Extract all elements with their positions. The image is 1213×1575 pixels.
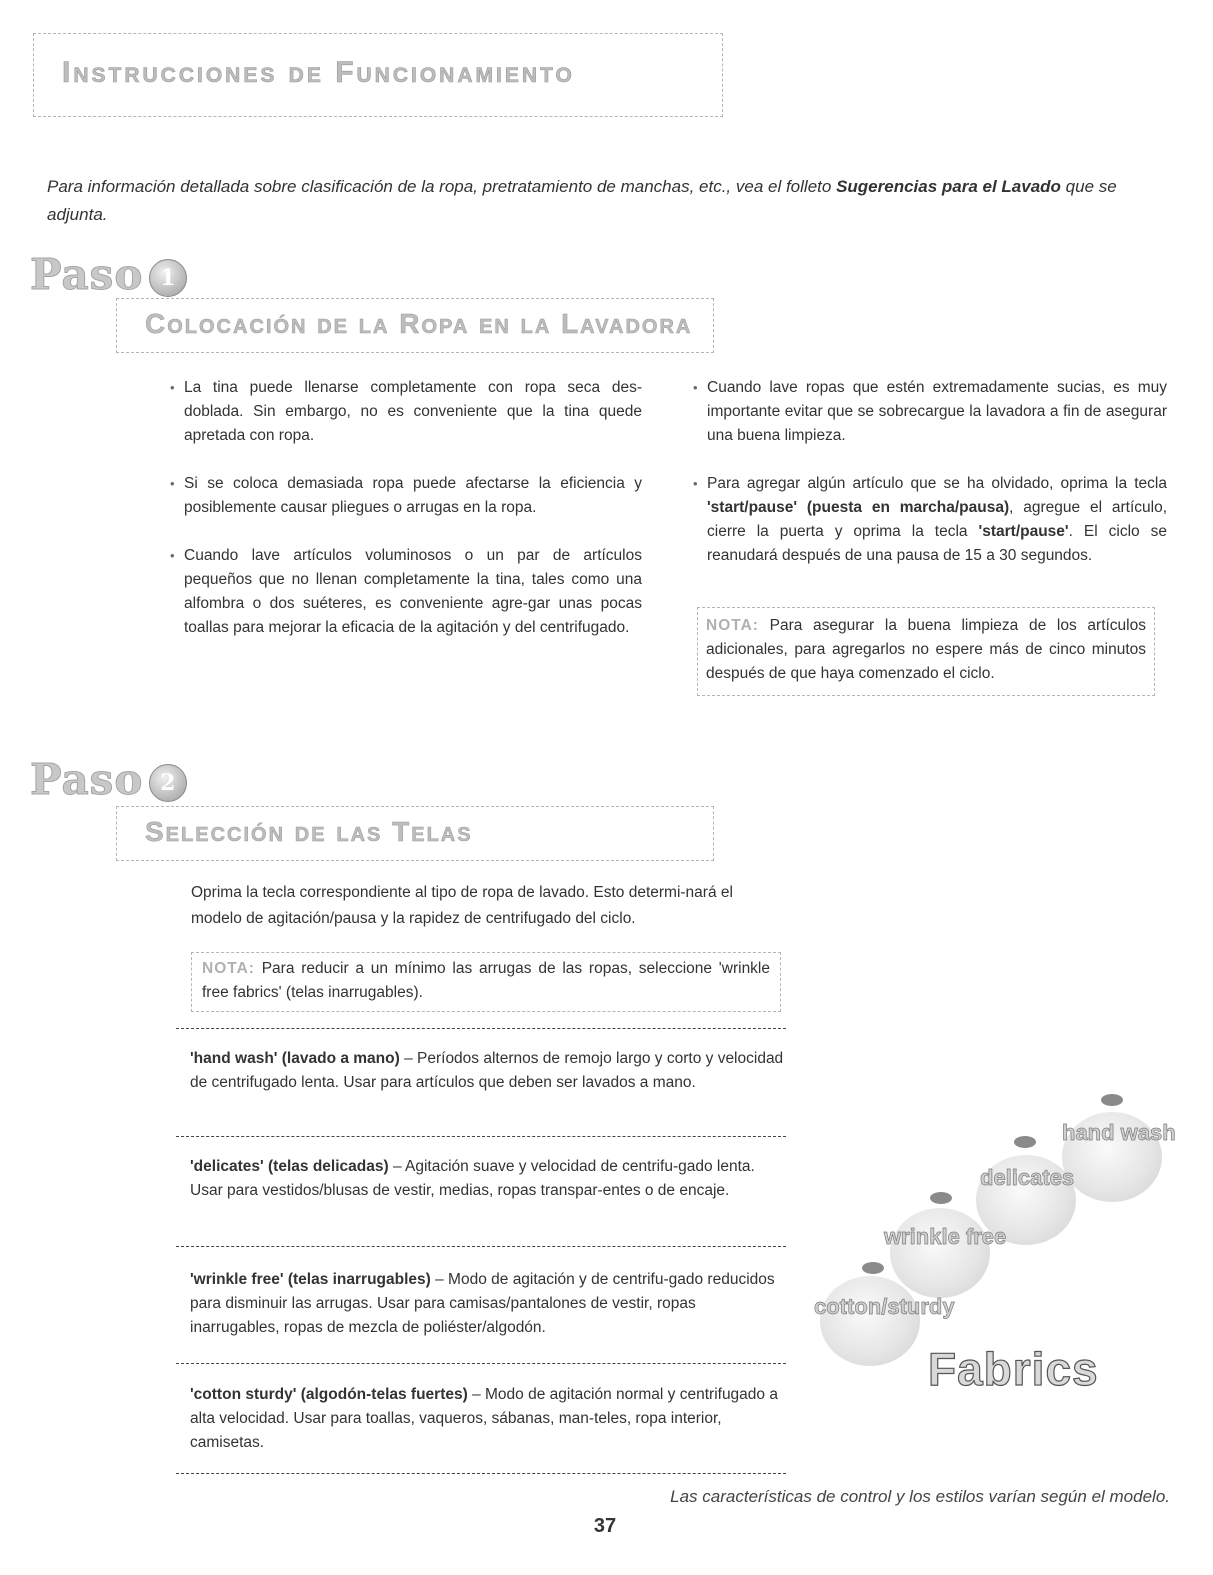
hand-wash-label: hand wash xyxy=(1062,1120,1176,1145)
divider xyxy=(176,1136,786,1137)
fabrics-control-graphic xyxy=(800,1080,1200,1400)
page-number: 37 xyxy=(593,1515,617,1537)
start-pause-key-label: 'start/pause' (puesta en marcha/pausa) xyxy=(707,499,1010,516)
list-item xyxy=(160,544,642,640)
fabric-description: – Modo de agitación normal y centrifugado a alta velocidad. Usar para toallas, vaqueros, sábanas, man-teles, ropa interior, camisetas. xyxy=(190,1386,778,1451)
intro-text-b: que se adjunta. xyxy=(47,177,1117,224)
step-1-label: Paso xyxy=(30,250,144,299)
fabric-description: – Agitación suave y velocidad de centrifu-gado lenta. Usar para vestidos/blusas de vestir, medias, ropas transpar-entes o de encaje. xyxy=(190,1158,755,1199)
intro-paragraph xyxy=(47,173,1157,229)
list-item-text: Si se coloca demasiada ropa puede afectarse la eficiencia y posiblemente causar pliegues o arrugas en la ropa. xyxy=(184,475,642,516)
bullet-icon: • xyxy=(170,548,175,563)
fabric-description: – Períodos alternos de remojo largo y corto y velocidad de centrifugado lenta. Usar para artículos que deben ser lavados a mano. xyxy=(190,1050,784,1091)
note-label: NOTA: xyxy=(202,960,255,977)
bullet-icon: • xyxy=(693,476,698,491)
fabric-name: 'hand wash' (lavado a mano) xyxy=(190,1050,400,1067)
intro-text-a: Para información detallada sobre clasificación de la ropa, pretratamiento de manchas, etc., vea el folleto xyxy=(47,177,837,196)
bullet-icon: • xyxy=(170,380,175,395)
fabric-name: 'delicates' (telas delicadas) xyxy=(190,1158,389,1175)
step-1-left-column xyxy=(160,376,642,664)
delicates-label: delicates xyxy=(980,1165,1075,1190)
page-header-box xyxy=(33,33,723,117)
cotton-sturdy-button-graphic xyxy=(820,1276,920,1366)
fabrics-graphic-title: Fabrics xyxy=(928,1343,1099,1395)
note-label: NOTA: xyxy=(706,617,759,634)
section-1-title: Colocación de la Ropa en la Lavadora xyxy=(145,308,693,339)
fabric-option-cotton-sturdy xyxy=(190,1383,785,1455)
step-2-number-badge: 2 xyxy=(149,764,187,802)
divider xyxy=(176,1246,786,1247)
divider xyxy=(176,1473,786,1474)
note-text: Para asegurar la buena limpieza de los artículos adicionales, para agregarlos no espere más de cinco minutos después de que haya comenzado el ciclo. xyxy=(706,617,1146,682)
note-text: Para reducir a un mínimo las arrugas de las ropas, seleccione 'wrinkle free fabrics' (telas inarrugables). xyxy=(202,960,770,1001)
hand-wash-indicator-icon xyxy=(1101,1094,1123,1106)
step-2-note-box xyxy=(191,952,781,1012)
step-2-label: Paso xyxy=(30,755,144,804)
step-1-note-box xyxy=(697,607,1155,696)
fabric-name: 'cotton sturdy' (algodón-telas fuertes) xyxy=(190,1386,468,1403)
bullet-icon: • xyxy=(170,476,175,491)
step-1-right-column xyxy=(683,376,1167,592)
section-2-title-box xyxy=(116,806,714,861)
list-item-text: , agregue el artículo, cierre la puerta y oprima la tecla xyxy=(707,499,1168,540)
cotton-sturdy-label: cotton/sturdy xyxy=(814,1294,955,1319)
wrinkle-free-indicator-icon xyxy=(930,1192,952,1204)
list-item-text: Cuando lave ropas que estén extremadamente sucias, es muy importante evitar que se sobrecargue la lavadora a fin de asegurar una buena limpieza. xyxy=(707,379,1167,444)
step-2-intro: Oprima la tecla correspondiente al tipo de ropa de lavado. Esto determi-nará el modelo de agitación/pausa y la rapidez de centrifugado del ciclo. xyxy=(191,884,733,927)
page-title: Instrucciones de Funcionamiento xyxy=(62,56,575,89)
wrinkle-free-label: wrinkle free xyxy=(884,1224,1007,1249)
list-item xyxy=(683,376,1167,448)
footer-note: Las características de control y los estilos varían según el modelo. xyxy=(670,1487,1170,1506)
list-item-text: . El ciclo se reanudará después de una pausa de 15 a 30 segundos. xyxy=(707,523,1167,564)
list-item-text: Para agregar algún artículo que se ha olvidado, oprima la tecla xyxy=(707,475,1167,492)
intro-booklet-link: Sugerencias para el Lavado xyxy=(836,177,1061,196)
fabric-option-hand-wash xyxy=(190,1047,785,1095)
section-2-title: Selección de las Telas xyxy=(145,816,473,847)
divider xyxy=(176,1363,786,1364)
step-1-heading xyxy=(30,250,187,299)
wrinkle-free-button-graphic xyxy=(890,1208,990,1298)
step-1-number-badge: 1 xyxy=(149,259,187,297)
list-item xyxy=(683,472,1167,568)
bullet-icon: • xyxy=(693,380,698,395)
list-item-text: Cuando lave artículos voluminosos o un par de artículos pequeños que no llenan completamente la tina, tales como una alfombra o dos suéteres, es conveniente agre-gar unas pocas toallas para mejorar la eficacia de la agitación y del centrifugado. xyxy=(184,547,642,636)
fabric-description: – Modo de agitación y de centrifu-gado reducidos para disminuir las arrugas. Usar para camisas/pantalones de vestir, ropas inarrugables, ropas de mezcla de poliéster/algodón. xyxy=(190,1271,775,1336)
section-1-title-box xyxy=(116,298,714,353)
cotton-sturdy-indicator-icon xyxy=(862,1262,884,1274)
fabric-name: 'wrinkle free' (telas inarrugables) xyxy=(190,1271,431,1288)
delicates-indicator-icon xyxy=(1014,1136,1036,1148)
step-2-heading xyxy=(30,755,187,804)
start-pause-key-label: 'start/pause' xyxy=(978,523,1069,540)
list-item xyxy=(160,472,642,520)
list-item-text: La tina puede llenarse completamente con ropa seca des-doblada. Sin embargo, no es conveniente que la tina quede apretada con ropa. xyxy=(184,379,642,444)
divider xyxy=(176,1028,786,1029)
fabric-option-wrinkle-free xyxy=(190,1268,785,1340)
fabric-option-delicates xyxy=(190,1155,785,1203)
list-item xyxy=(160,376,642,448)
